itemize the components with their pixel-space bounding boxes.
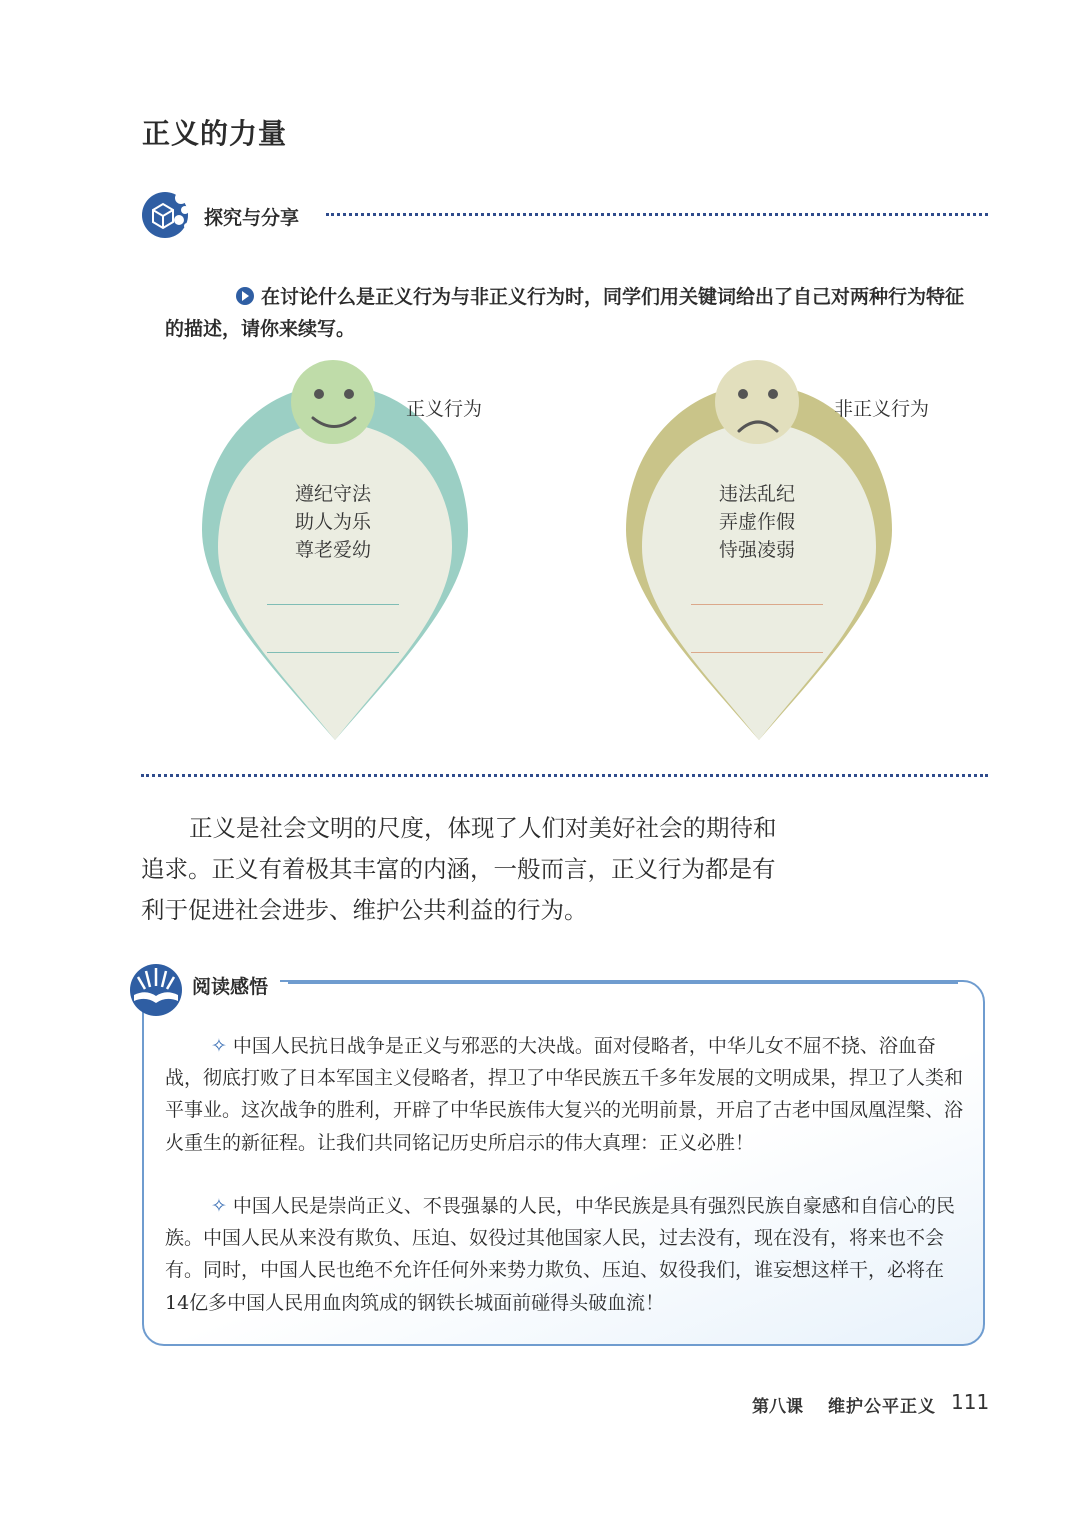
footer-lesson: 第八课 (752, 1397, 803, 1417)
unjust-keyword-list (687, 480, 827, 564)
just-keyword: 助人为乐 (294, 511, 371, 533)
section-divider (141, 774, 988, 777)
explore-prompt-text: 在讨论什么是正义行为与非正义行为时，同学们用关键词给出了自己对两种行为特征的描述，请你来续写。 (165, 286, 965, 340)
unjust-behavior-label: 非正义行为 (834, 398, 930, 420)
unjust-keyword: 违法乱纪 (718, 483, 795, 505)
sad-face-icon (715, 360, 799, 444)
diamond-bullet-icon: ✧ (211, 1195, 227, 1217)
diamond-bullet-icon: ✧ (211, 1035, 227, 1057)
just-keyword: 尊老爱幼 (294, 539, 371, 561)
reading-paragraph (165, 1190, 965, 1319)
arrow-right-icon (235, 286, 255, 306)
page-number: 111 (951, 1390, 990, 1414)
body-paragraph-text: 正义是社会文明的尺度，体现了人们对美好社会的期待和追求。正义有着极其丰富的内涵，一般而言，正义行为都是有利于促进社会进步、维护公共利益的行为。 (141, 814, 777, 924)
reading-paragraph-text: 中国人民抗日战争是正义与邪恶的大决战。面对侵略者，中华儿女不屈不挠、浴血奋战，彻底打败了日本军国主义侵略者，捍卫了中华民族五千多年发展的文明成果，捍卫了人类和平事业。这次战争的胜利，开辟了中华民族伟大复兴的光明前景，开启了古老中国凤凰涅槃、浴火重生的新征程。让我们共同铭记历史所启示的伟大真理：正义必胜！ (165, 1035, 964, 1154)
reading-paragraph-text: 中国人民是崇尚正义、不畏强暴的人民，中华民族是具有强烈民族自豪感和自信心的民族。中国人民从来没有欺负、压迫、奴役过其他国家人民，过去没有，现在没有，将来也不会有。同时，中国人民也绝不允许任何外来势力欺负、压迫、奴役我们，谁妄想这样干，必将在14亿多中国人民用血肉筑成的钢铁长城面前碰得头破血流！ (165, 1195, 955, 1314)
just-keyword: 遵纪守法 (294, 483, 371, 505)
unjust-keyword: 恃强凌弱 (718, 539, 795, 561)
reading-paragraph (165, 1030, 965, 1159)
section-divider (326, 213, 988, 216)
explore-prompt (165, 281, 975, 345)
footer-title: 维护公平正义 (828, 1397, 936, 1417)
unjust-answer-line[interactable] (691, 652, 823, 653)
just-answer-line[interactable] (267, 652, 399, 653)
page-title: 正义的力量 (142, 117, 288, 150)
reading-header-rule (288, 982, 958, 984)
unjust-answer-line[interactable] (691, 604, 823, 605)
unjust-keyword: 弄虚作假 (718, 511, 795, 533)
reading-book-icon (128, 962, 184, 1018)
explore-share-label: 探究与分享 (204, 207, 300, 229)
smile-face-icon (291, 360, 375, 444)
just-keyword-list (263, 480, 403, 564)
just-answer-line[interactable] (267, 604, 399, 605)
reading-label: 阅读感悟 (192, 976, 269, 998)
just-behavior-label: 正义行为 (406, 398, 483, 420)
body-paragraph (141, 808, 781, 931)
explore-icon (141, 188, 193, 240)
